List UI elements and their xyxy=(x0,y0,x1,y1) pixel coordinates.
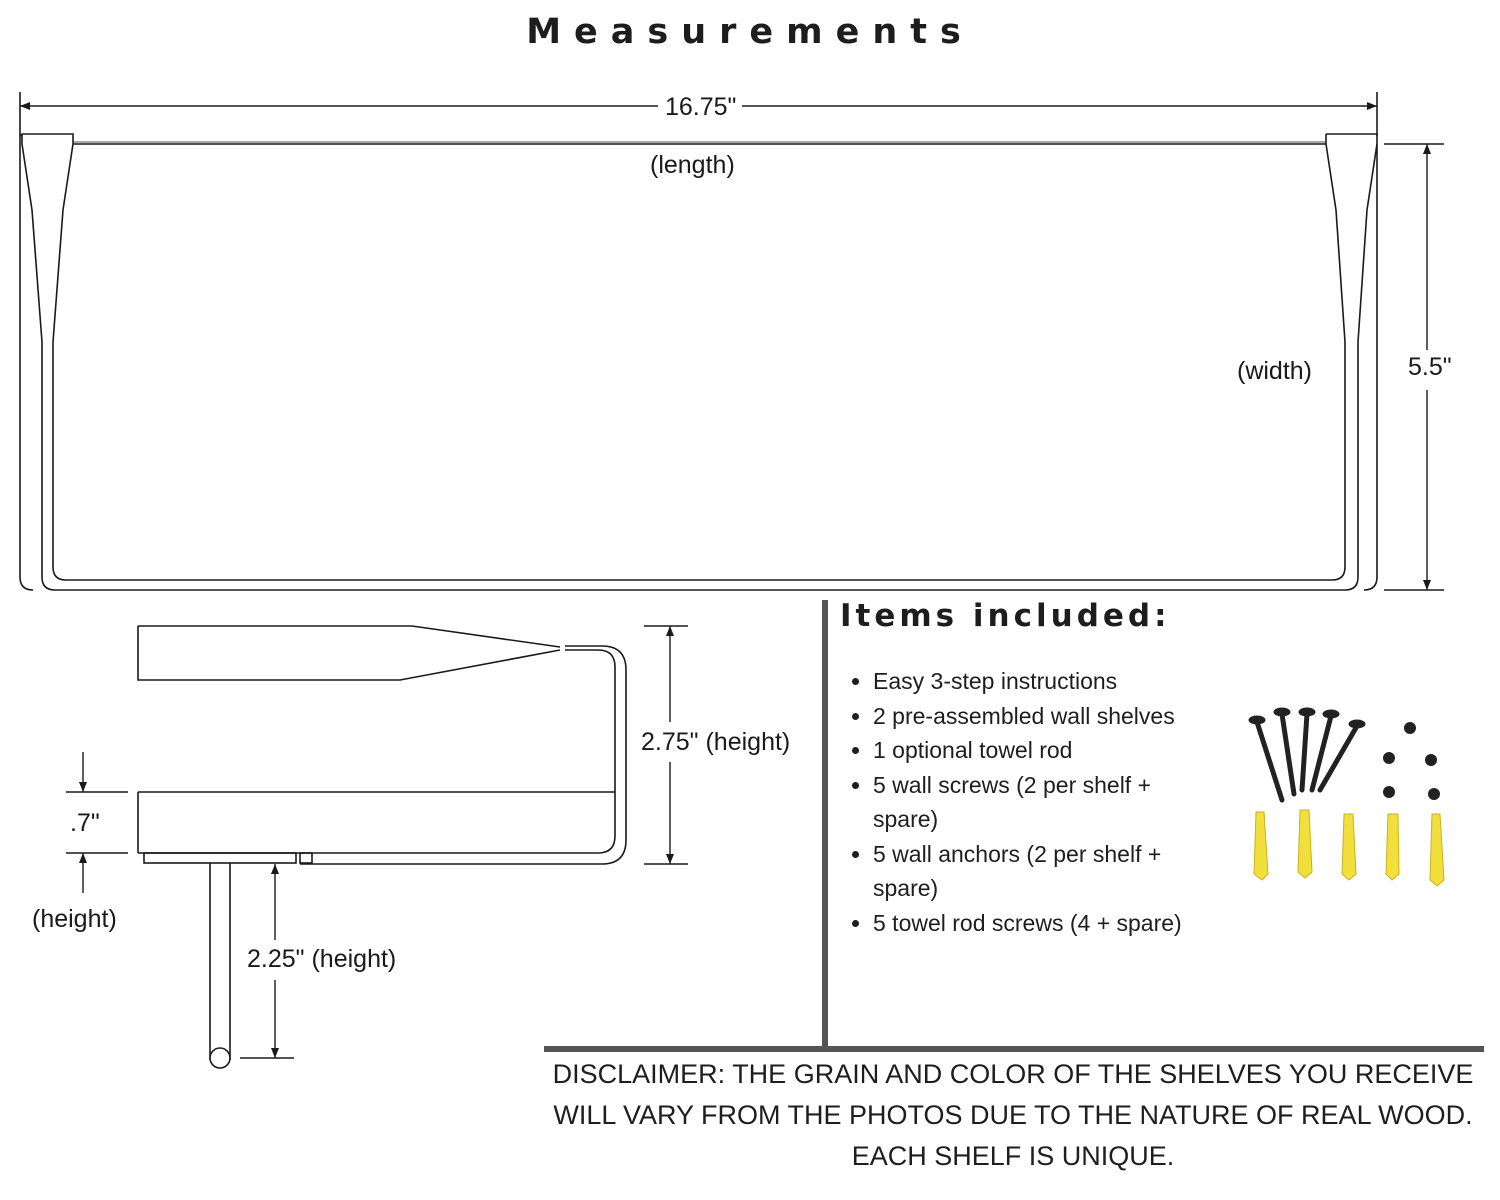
list-item: • 5 wall anchors (2 per shelf + spare) xyxy=(873,837,1213,906)
shelf-height-label: 2.75" (height) xyxy=(641,728,791,756)
rod-height-label: 2.25" (height) xyxy=(247,945,397,973)
list-item: • 1 optional towel rod xyxy=(873,733,1213,768)
small-screws xyxy=(1383,722,1440,800)
thickness-value: .7" xyxy=(70,809,100,837)
list-item: • 5 towel rod screws (4 + spare) xyxy=(873,906,1213,941)
length-label: (length) xyxy=(650,151,735,179)
items-heading: Items included: xyxy=(840,598,1171,634)
disclaimer-text: DISCLAIMER: THE GRAIN AND COLOR OF THE SHELVES YOU RECEIVE WILL VARY FROM THE PHOTOS DUE TO THE NATURE OF REAL WOOD. EACH SHELF IS UNIQUE. xyxy=(552,1059,1474,1171)
page-title: Measurements xyxy=(526,12,974,52)
list-item: • 5 wall screws (2 per shelf + spare) xyxy=(873,768,1213,837)
list-item: • Easy 3-step instructions xyxy=(873,664,1213,699)
width-value: 5.5" xyxy=(1408,353,1452,381)
items-list xyxy=(845,664,1213,940)
length-value: 16.75" xyxy=(665,93,737,121)
side-view-shelf xyxy=(138,626,626,1068)
list-item: • 2 pre-assembled wall shelves xyxy=(873,699,1213,734)
hardware-illustration xyxy=(1249,708,1444,886)
wall-anchors xyxy=(1254,810,1444,886)
width-label: (width) xyxy=(1237,357,1313,385)
thickness-label: (height) xyxy=(32,905,117,933)
screws xyxy=(1249,708,1365,800)
